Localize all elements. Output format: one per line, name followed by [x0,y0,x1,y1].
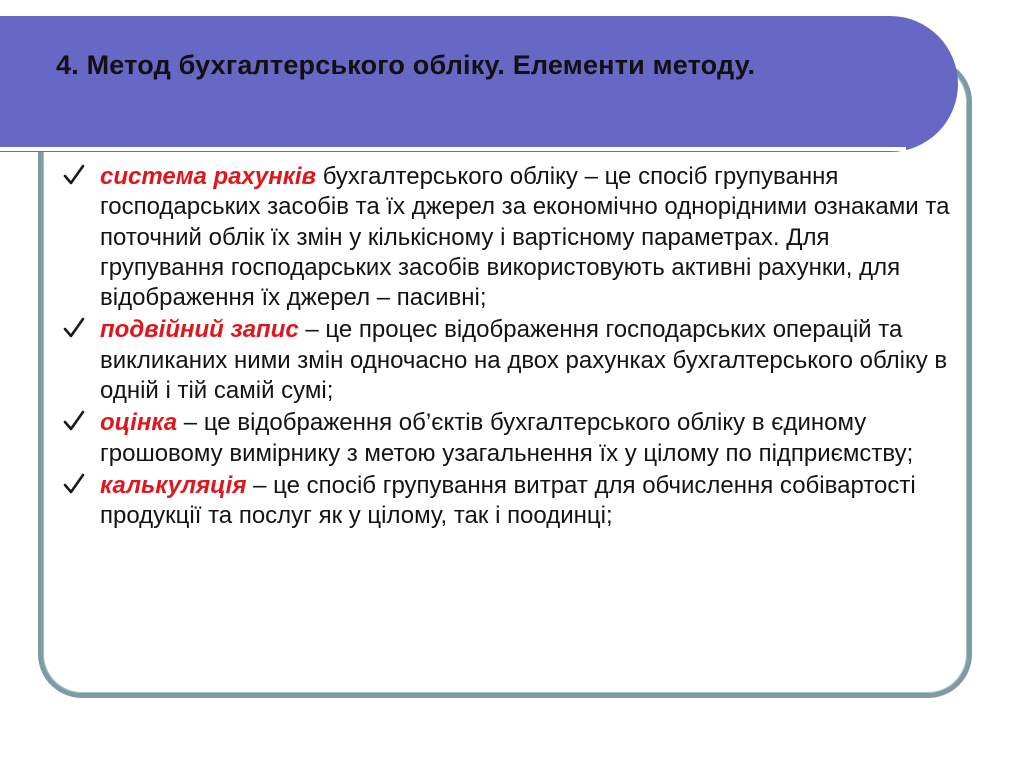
item-text: – це відображення об’єктів бухгалтерського обліку в єдиному грошовому вимірнику з метою узагальнення їх у цілому по підприємству; [100,409,914,467]
checkmark-icon [63,163,85,187]
item-text: – це спосіб групування витрат для обчислення собівартості продукції та послуг як у цілому, так і поодинці; [100,471,916,530]
checkmark-icon [63,472,85,496]
item-text: бухгалтерського обліку – це спосіб групування господарських засобів та їх джерел за економічно однорідними ознаками та поточний облік їх змін у кількісному і вартісному параметрах. Для групування господарських засобів використовують активні рахунки, для відображення їх джерел – пасивні; [100,163,950,312]
item-term: оцінка [100,409,178,437]
item-term: подвійний запис [100,316,299,344]
slide-title: 4. Метод бухгалтерського обліку. Елементи методу. [56,50,756,80]
list-item [62,315,952,406]
list-item [62,162,952,313]
item-term: калькуляція [100,471,247,499]
checkmark-icon [63,316,85,340]
item-term: система рахунків [100,163,317,190]
title-banner [0,16,958,152]
list-item [62,408,952,469]
list-item [62,471,952,532]
checkmark-icon [63,409,85,433]
definition-list [62,162,952,534]
item-text: – це процес відображення господарських операцій та викликаних ними змін одночасно на двох рахунках бухгалтерського обліку в одній і тій самій сумі; [100,316,948,405]
banner-divider [0,147,906,151]
